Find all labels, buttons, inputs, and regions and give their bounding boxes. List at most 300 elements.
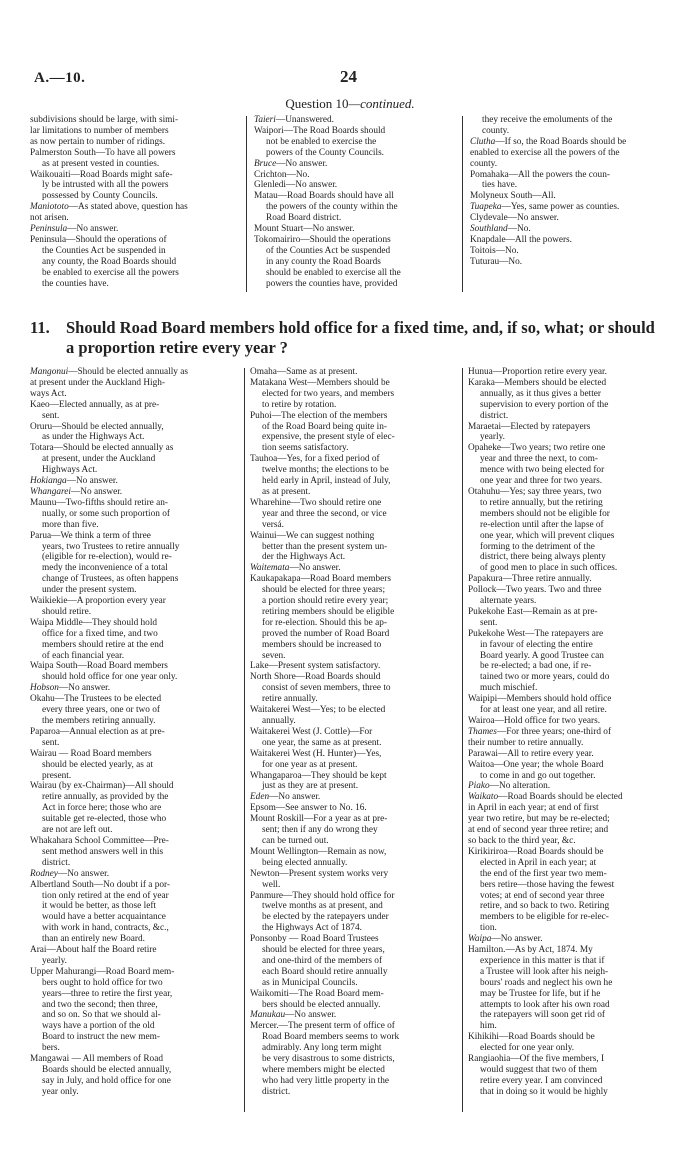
line-text: Waipipi—Members should hold office [468,694,612,705]
line-text: Palmerston South—To have all powers [30,147,176,158]
text-line [468,1087,678,1098]
text-line [468,836,678,847]
place-name: Rodney [30,868,58,879]
text-line [30,378,238,389]
text-line [30,235,235,246]
text-line [30,945,238,956]
text-line [250,760,456,771]
line-text: are not are left out. [42,825,113,836]
text-line [30,279,235,290]
line-text: Waitakerei West (H. Hunter)—Yes, [250,748,382,759]
text-line [250,716,456,727]
line-text: mence with two being elected for [480,465,605,476]
line-text: as at present vested in counties. [42,158,160,169]
line-text: year only. [42,1086,79,1097]
line-text: year and three the next, to com- [480,454,598,465]
text-line [250,618,456,629]
text-line [250,683,456,694]
line-text: Omaha—Same as at present. [250,367,358,377]
line-text: annually, as it thus gives a better [480,388,602,399]
text-line [468,443,678,454]
line-text: being elected annually. [262,857,348,868]
line-text: be very disastrous to some districts, [262,1054,395,1065]
line-text: Road Board district. [266,213,342,224]
line-text: Waipori—The Road Boards should [254,125,386,136]
text-line [30,825,238,836]
text-line [250,694,456,705]
place-name: Tuapeka [470,202,502,213]
text-line [468,891,678,902]
line-text: members should not be eligible for [480,508,610,519]
text-line [254,202,454,213]
line-text: district. [42,857,71,868]
text-line [468,531,678,542]
line-text: consist of seven members, three to [262,683,391,694]
line-text: Tuturau—No. [470,256,523,267]
line-text: powers the counties have, provided [266,278,398,289]
line-text: Pomahaka—All the powers the coun- [470,169,610,180]
text-line [30,1087,238,1098]
text-line [30,792,238,803]
text-line [30,814,238,825]
line-text: bers retire—those having the fewest [480,879,615,890]
text-line [254,126,454,137]
text-line [468,956,678,967]
text-line [30,487,238,498]
text-line [30,847,238,858]
line-text: —No answer. [276,158,328,169]
text-line [250,1043,456,1054]
line-text: Totara—Should be elected annually as [30,443,174,454]
text-line [250,825,456,836]
text-line [468,1032,678,1043]
text-line [250,1076,456,1087]
text-line [30,891,238,902]
line-text: not be enabled to exercise the [266,136,377,147]
line-text: members should be increased to [262,639,382,650]
text-line [30,607,238,618]
text-line [30,246,235,257]
text-line [30,781,238,792]
text-line [30,432,238,443]
line-text: Ponsonby — Road Board Trustees [250,934,379,945]
line-text: Hunua—Proportion retire every year. [468,367,607,377]
text-line [250,531,456,542]
place-name: Waitemata [250,563,290,574]
line-text: forming to the detriment of the [480,541,595,552]
line-text: enabled to exercise all the powers of the [470,147,620,158]
line-text: —No. [507,224,531,235]
column-divider [462,368,463,1112]
text-line [250,498,456,509]
line-text: Boards should be elected annually, [42,1065,172,1075]
text-line [250,640,456,651]
text-line [30,749,238,760]
line-text: possessed by County Councils. [42,191,158,202]
text-line [468,847,678,858]
line-text: Knapdale—All the powers. [470,234,572,245]
text-line [30,465,238,476]
line-text: bers. [42,1043,60,1054]
line-text: in any county the Road Boards [266,256,381,267]
line-text: as in Municipal Councils. [262,977,358,988]
line-text: expensive, the present style of elec- [262,432,395,443]
line-text: twelve months; the elections to be [262,465,389,476]
line-text: Pukekohe East—Remain as at pre- [468,606,598,617]
text-line [250,901,456,912]
text-line [468,487,678,498]
line-text: who had very little property in the [262,1075,390,1086]
text-line [30,520,238,531]
text-line [468,1043,678,1054]
text-line [30,738,238,749]
line-text: Board to instruct the new mem- [42,1032,160,1043]
line-text: to retire annually, but the retiring [480,497,603,508]
line-text: Papakura—Three retire annually. [468,574,592,585]
line-text: Glenledi—No answer. [254,180,338,191]
line-text: Waitakerei West (J. Cottle)—For [250,726,373,737]
line-text: Upper Mahurangi—Road Board mem- [30,966,175,977]
line-text: Okahu—The Trustees to be elected [30,694,162,705]
line-text: elected for two years, and members [262,388,395,399]
text-line [468,607,678,618]
line-text: be re-elected; a bad one, if re- [480,661,592,672]
line-text: Whangaparoa—They should be kept [250,770,387,781]
text-line [250,836,456,847]
question-heading-text: Question 10 [285,96,349,111]
line-text: and two the second; then three, [42,999,158,1010]
line-text: proved the number of Road Board [262,628,390,639]
text-line [468,672,678,683]
line-text: Kaeo—Elected annually, as at pre- [30,399,160,410]
text-line [468,585,678,596]
text-line [30,880,238,891]
text-line [468,760,678,771]
line-text: Whakahara School Committee—Pre- [30,835,169,846]
line-text: Paparoa—Annual election as at pre- [30,726,165,737]
line-text: elected in April in each year; at [480,857,597,868]
text-line [30,213,235,224]
text-line [250,443,456,454]
line-text: —Unanswered. [275,115,334,125]
line-text: Rangiaohia—Of the five members, I [468,1054,605,1065]
line-text: Board yearly. A good Trustee can [480,650,604,661]
line-text: at present under the Auckland High- [30,377,166,388]
text-line [30,1065,238,1076]
line-text: as now pertain to number of ridings. [30,136,166,147]
text-line [468,738,678,749]
line-text: with work in hand, contracts, &c., [42,923,169,934]
text-line [468,825,678,836]
line-text: retiring members should be eligible [262,606,395,617]
line-text: bers ought to hold office for two [42,977,163,988]
text-line [470,148,675,159]
line-text: say in July, and hold office for one [42,1075,171,1086]
text-line [468,1021,678,1032]
text-line [254,246,454,257]
line-text: tion. [480,923,497,934]
line-text: under the present system. [42,585,137,596]
line-text: Pollock—Two years. Two and three [468,585,602,596]
line-text: the end of the first year two mem- [480,868,607,879]
text-line [250,552,456,563]
question-11-heading [30,318,680,358]
line-text: at end of second year three retire; and [468,825,609,836]
text-line [468,880,678,891]
text-line [250,1065,456,1076]
line-text: Peninsula—Should the operations of [30,234,167,245]
line-text: Waikiekie—A proportion every year [30,596,166,607]
place-name: Peninsula [30,224,68,235]
text-line [250,847,456,858]
line-text: well. [262,879,281,890]
text-line [30,803,238,814]
line-text: Lake—Present system satisfactory. [250,661,381,672]
text-line [468,498,678,509]
text-line [30,771,238,782]
text-line [250,563,456,574]
text-line [468,901,678,912]
line-text: Molyneux South—All. [470,191,556,202]
text-line [468,989,678,1000]
text-line [250,738,456,749]
line-text: tion seems satisfactory. [262,443,349,454]
line-text: Mount Wellington—Remain as now, [250,846,387,857]
line-text: der the Highways Act. [262,552,346,563]
text-line [250,389,456,400]
line-text: —No answer. [285,1010,337,1021]
text-line [468,542,678,553]
text-line [30,836,238,847]
line-text: Matau—Road Boards should have all [254,191,394,202]
line-text: be elected by the ratepayers under [262,912,389,923]
line-text: Arai—About half the Board retire [30,945,157,956]
text-line [250,934,456,945]
text-line [254,224,454,235]
text-line [30,498,238,509]
text-line [30,476,238,487]
text-line [30,901,238,912]
line-text: sent; then if any do wrong they [262,825,378,836]
line-text: bers should be elected annually. [262,999,381,1010]
line-text: just as they are at present. [262,781,359,792]
text-line [470,126,675,137]
text-line [30,585,238,596]
text-line [250,945,456,956]
text-line [470,191,675,202]
line-text: be enabled to exercise all the powers [42,267,179,278]
text-line [250,705,456,716]
text-line [30,268,235,279]
line-text: votes; at end of second year three [480,890,605,901]
line-text: as under the Highways Act. [42,432,145,443]
line-text: much mischief. [480,683,538,694]
text-line [30,542,238,553]
line-text: held early in April, instead of July, [262,476,391,487]
line-text: —No answer. [66,476,118,487]
text-line [250,454,456,465]
line-text: county. [482,125,510,136]
line-text: more than five. [42,519,99,530]
text-line [250,1021,456,1032]
text-line [254,268,454,279]
line-text: years—three to retire the first year, [42,988,173,999]
line-text: Waikouaiti—Road Boards might safe- [30,169,173,180]
line-text: members should retire at the end [42,639,164,650]
line-text: so back to the third year, &c. [468,835,576,846]
place-name: Mangonui [30,367,69,377]
text-line [468,781,678,792]
text-line [468,978,678,989]
text-line [30,672,238,683]
line-text: medy the inconvenience of a total [42,563,168,574]
text-line [30,137,235,148]
text-line [250,378,456,389]
line-text: a portion should retire every year; [262,596,389,607]
line-text: attempts to look after his own road [480,999,610,1010]
line-text: sent. [42,737,60,748]
text-line [30,1032,238,1043]
text-line [468,574,678,585]
text-line [250,651,456,662]
line-text: should be elected for three years; [262,585,386,596]
place-name: Whangarei [30,486,71,497]
text-line [250,509,456,520]
text-line [250,858,456,869]
text-line [470,180,675,191]
text-line [468,945,678,956]
line-text: district, there being always plenty [480,552,606,563]
line-text: that in doing so it would be highly [480,1086,608,1097]
text-line [470,202,675,213]
paper-reference: A.—10. [34,70,86,86]
line-text: Panmure—They should hold office for [250,890,395,901]
place-name: Waikato [468,792,499,803]
text-line [468,771,678,782]
line-text: of the Counties Act be suspended [266,245,391,256]
line-text: seven. [262,650,286,661]
line-text: Maraetai—Elected by ratepayers [468,421,591,432]
text-line [30,934,238,945]
line-text: Waipa Middle—They should hold [30,617,158,628]
line-text: —No answer. [491,934,543,945]
text-line [468,389,678,400]
line-text: for one year as at present. [262,759,358,770]
text-line [30,683,238,694]
line-text: Newton—Present system works very [250,868,389,879]
q10-column-3 [470,115,675,268]
place-name: Hobson [30,683,59,694]
text-line [30,694,238,705]
place-name: Manukau [250,1010,286,1021]
text-line [468,749,678,760]
text-line [468,967,678,978]
text-line [254,148,454,159]
text-line [250,596,456,607]
text-line [468,716,678,727]
line-text: change of Trustees, as often happens [42,574,179,585]
text-line [30,115,235,126]
text-line [250,749,456,760]
text-line [30,224,235,235]
line-text: Clydevale—No answer. [470,213,559,224]
line-text: elected for one year only. [480,1043,575,1054]
line-text: to come in and go out together. [480,770,596,781]
line-text: retire, and so back to two. Retiring [480,901,610,912]
text-line [468,1065,678,1076]
text-line [468,705,678,716]
place-name: Clutha [470,136,496,147]
text-line [250,661,456,672]
line-text: retire every year. I am convinced [480,1075,603,1086]
line-text: would have a better acquaintance [42,912,166,923]
line-text: tained two or more years, could do [480,672,610,683]
text-line [468,432,678,443]
line-text: district. [480,410,509,421]
column-divider [244,368,245,1112]
text-line [468,792,678,803]
line-text: Mount Roskill—For a year as at pre- [250,814,388,825]
line-text: should retire. [42,606,92,617]
line-text: and so on. So that we should al- [42,1010,161,1021]
line-text: retire annually, as provided by the [42,792,169,803]
text-line [468,476,678,487]
line-text: present. [42,770,72,781]
text-line [250,422,456,433]
text-line [254,115,454,126]
text-line [468,858,678,869]
text-line [250,792,456,803]
place-name: Piako [468,781,490,792]
place-name: Bruce [254,158,277,169]
text-line [250,629,456,640]
text-line [30,760,238,771]
text-line [468,651,678,662]
line-text: Epsom—See answer to No. 16. [250,803,367,814]
line-text: Oruru—Should be elected annually, [30,421,164,432]
answers-column-3 [468,367,678,1098]
line-text: of good men to place in such offices. [480,563,618,574]
line-text: sent. [480,617,498,628]
question-heading [0,96,700,112]
text-line [30,411,238,422]
line-text: ties have. [482,180,518,191]
line-text: Kaukapakapa—Road Board members [250,574,391,585]
text-line [250,803,456,814]
line-text: they receive the emoluments of the [482,115,613,125]
text-line [30,661,238,672]
line-text: Toitois—No. [470,245,519,256]
text-line [468,465,678,476]
text-line [30,618,238,629]
line-text: should be enabled to exercise all the [266,267,401,278]
text-line [468,411,678,422]
text-line [30,159,235,170]
text-line [470,159,675,170]
line-text: Wainui—We can suggest nothing [250,530,375,541]
line-text: sent. [42,410,60,421]
text-line [250,978,456,989]
text-line [30,1000,238,1011]
line-text: for re-election. Should this be ap- [262,617,387,628]
line-text: office for a fixed time, and two [42,628,158,639]
line-text: Wairau — Road Board members [30,748,152,759]
line-text: Karaka—Members should be elected [468,377,607,388]
line-text: nually, or some such proportion of [42,508,170,519]
text-line [30,912,238,923]
text-line [30,705,238,716]
line-text: ly be intrusted with all the powers [42,180,169,191]
